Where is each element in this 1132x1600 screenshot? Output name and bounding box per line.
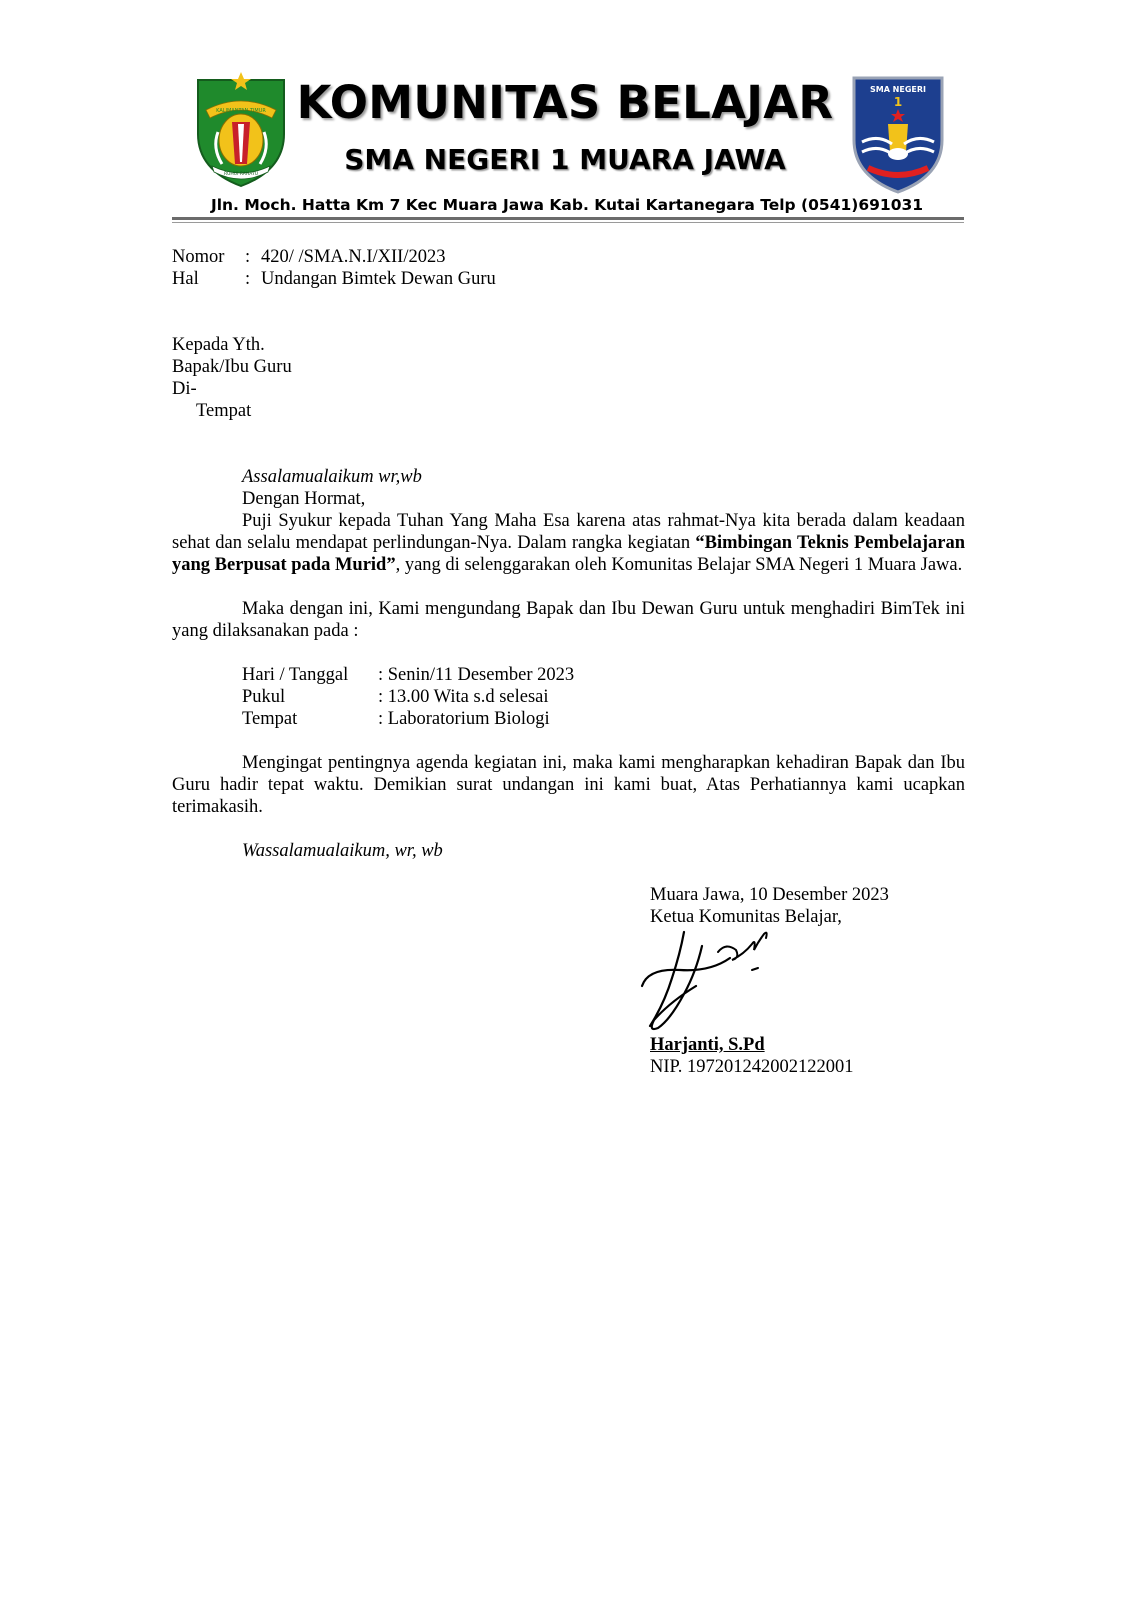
signatory-nip: NIP. 197201242002122001 (650, 1057, 854, 1077)
letterhead-school: SMA NEGERI 1 MUARA JAWA (344, 143, 786, 176)
paragraph-3 (172, 752, 965, 818)
detail-value-time: : 13.00 Wita s.d selesai (378, 687, 549, 707)
paragraph-1-text-a: Puji Syukur kepada Tuhan Yang Maha Esa karena atas rahmat-Nya kita berada dalam keadaan sehat dan selalu mendapat perlindungan-Nya. Dalam rangka kegiatan (172, 511, 965, 553)
letterhead-divider (172, 217, 964, 220)
detail-label-place: Tempat (242, 709, 298, 729)
paragraph-2-text: Maka dengan ini, Kami mengundang Bapak dan Ibu Dewan Guru untuk menghadiri BimTek ini yang dilaksanakan pada : (172, 599, 965, 641)
paragraph-1-text-b: , yang di selenggarakan oleh Komunitas Belajar SMA Negeri 1 Muara Jawa. (395, 555, 963, 575)
logo-left-banner-bottom: RUHUI RAHAYU (223, 172, 259, 177)
closing-salam: Wassalamualaikum, wr, wb (242, 841, 443, 861)
logo-right-label: SMA NEGERI (869, 85, 927, 94)
nomor-label: Nomor (172, 247, 225, 267)
hal-separator: : (245, 269, 251, 289)
paragraph-2 (172, 598, 965, 642)
recipient-line-4: Tempat (196, 401, 252, 421)
sma-negeri-1-emblem-icon (848, 72, 948, 194)
detail-label-time: Pukul (242, 687, 286, 707)
signature-position: Ketua Komunitas Belajar, (650, 907, 842, 927)
hal-value: Undangan Bimtek Dewan Guru (261, 269, 496, 289)
nomor-value: 420/ /SMA.N.I/XII/2023 (261, 247, 446, 267)
letterhead-divider-thin (172, 222, 964, 223)
logo-left-banner-top: KALIMANTAN TIMUR (216, 108, 266, 114)
detail-value-date: : Senin/11 Desember 2023 (378, 665, 575, 685)
letterhead-address: Jln. Moch. Hatta Km 7 Kec Muara Jawa Kab. Kutai Kartanegara Telp (0541)691031 (210, 196, 924, 214)
paragraph-1 (172, 510, 965, 576)
greeting-hormat: Dengan Hormat, (242, 489, 366, 509)
signatory-name: Harjanti, S.Pd (650, 1035, 765, 1055)
recipient-line-3: Di- (172, 379, 197, 399)
detail-label-date: Hari / Tanggal (242, 665, 349, 685)
paragraph-3-text: Mengingat pentingnya agenda kegiatan ini, maka kami mengharapkan kehadiran Bapak dan Ibu Guru hadir tepat waktu. Demikian surat undangan ini kami buat, Atas Perhatiannya kami ucapkan terimakasih. (172, 753, 965, 817)
recipient-line-2: Bapak/Ibu Guru (172, 357, 292, 377)
greeting-salam: Assalamualaikum wr,wb (242, 467, 422, 487)
detail-value-place: : Laboratorium Biologi (378, 709, 550, 729)
handwritten-signature (640, 924, 790, 1036)
recipient-line-1: Kepada Yth. (172, 335, 265, 355)
hal-label: Hal (172, 269, 199, 289)
logo-right-number: 1 (893, 95, 903, 109)
nomor-separator: : (245, 247, 251, 267)
paragraph-1-event-title: “Bimbingan Teknis Pembelajaran yang Berpusat pada Murid” (172, 533, 965, 575)
signature-place-date: Muara Jawa, 10 Desember 2023 (650, 885, 889, 905)
letterhead-title: KOMUNITAS BELAJAR (296, 76, 834, 129)
